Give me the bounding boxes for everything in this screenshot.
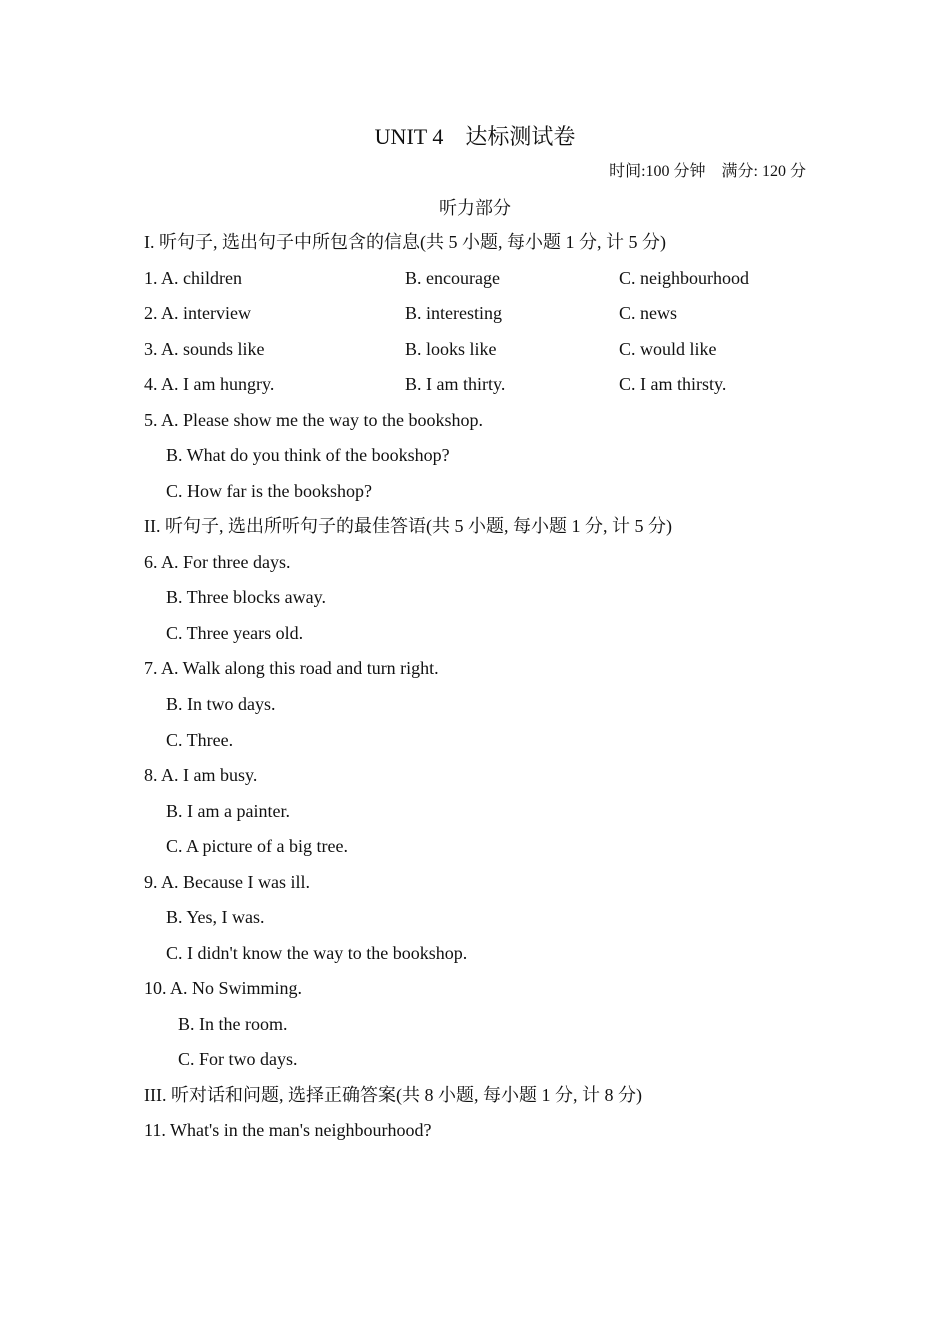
q5-option-b: B. What do you think of the bookshop? bbox=[166, 445, 450, 465]
q2-option-a: 2. A. interview bbox=[144, 303, 251, 323]
q1-option-b: B. encourage bbox=[405, 268, 500, 288]
q10-option-a: 10. A. No Swimming. bbox=[144, 978, 303, 998]
q3-option-b: B. looks like bbox=[405, 339, 497, 359]
q4-option-a: 4. A. I am hungry. bbox=[144, 374, 275, 394]
page-title: UNIT 4 达标测试卷 bbox=[374, 124, 576, 149]
q10-option-b: B. In the room. bbox=[178, 1014, 288, 1034]
q2-option-b: B. interesting bbox=[405, 303, 502, 323]
part1-heading: I. 听句子, 选出句子中所包含的信息(共 5 小题, 每小题 1 分, 计 5 分) bbox=[144, 232, 666, 252]
q7-option-a: 7. A. Walk along this road and turn right. bbox=[144, 658, 439, 678]
q8-option-a: 8. A. I am busy. bbox=[144, 765, 258, 785]
q9-option-c: C. I didn't know the way to the bookshop. bbox=[166, 943, 468, 963]
exam-meta: 时间:100 分钟 满分: 120 分 bbox=[609, 163, 806, 180]
q4-option-c: C. I am thirsty. bbox=[619, 374, 727, 394]
q7-option-c: C. Three. bbox=[166, 730, 234, 750]
q5-option-c: C. How far is the bookshop? bbox=[166, 481, 372, 501]
q9-option-b: B. Yes, I was. bbox=[166, 907, 265, 927]
q3-option-a: 3. A. sounds like bbox=[144, 339, 265, 359]
part3-heading: III. 听对话和问题, 选择正确答案(共 8 小题, 每小题 1 分, 计 8 分) bbox=[144, 1085, 642, 1105]
q1-option-a: 1. A. children bbox=[144, 268, 242, 288]
q7-option-b: B. In two days. bbox=[166, 694, 276, 714]
q6-option-c: C. Three years old. bbox=[166, 623, 304, 643]
q2-option-c: C. news bbox=[619, 303, 677, 323]
q8-option-b: B. I am a painter. bbox=[166, 801, 290, 821]
q10-option-c: C. For two days. bbox=[178, 1049, 298, 1069]
section-heading: 听力部分 bbox=[439, 198, 511, 218]
q6-option-b: B. Three blocks away. bbox=[166, 587, 326, 607]
q11-question: 11. What's in the man's neighbourhood? bbox=[144, 1120, 432, 1140]
q6-option-a: 6. A. For three days. bbox=[144, 552, 291, 572]
q3-option-c: C. would like bbox=[619, 339, 717, 359]
q8-option-c: C. A picture of a big tree. bbox=[166, 836, 348, 856]
q4-option-b: B. I am thirty. bbox=[405, 374, 506, 394]
q5-option-a: 5. A. Please show me the way to the bookshop. bbox=[144, 410, 483, 430]
part2-heading: II. 听句子, 选出所听句子的最佳答语(共 5 小题, 每小题 1 分, 计 5 分) bbox=[144, 516, 672, 536]
q9-option-a: 9. A. Because I was ill. bbox=[144, 872, 310, 892]
q1-option-c: C. neighbourhood bbox=[619, 268, 749, 288]
